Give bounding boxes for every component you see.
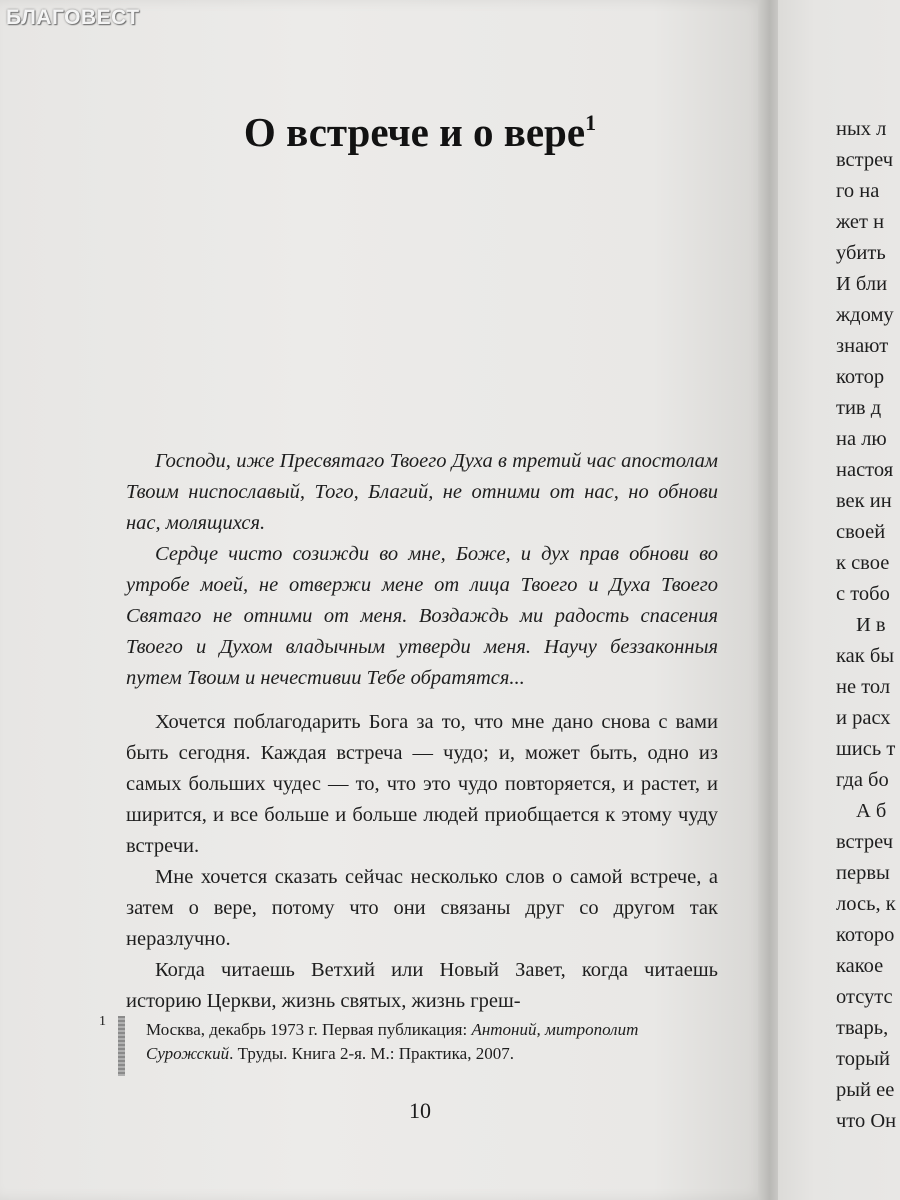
right-page-line: что Он	[836, 1110, 897, 1132]
right-page-line: убить	[836, 242, 886, 264]
body-paragraph: Когда читаешь Ветхий или Новый Завет, когда читаешь историю Церкви, жизнь святых, жизнь греш-	[126, 959, 718, 1012]
right-page-line: торый	[836, 1048, 890, 1070]
right-page-line: ждому	[836, 304, 894, 326]
footnote	[146, 1018, 718, 1066]
right-page-line: встреч	[836, 149, 894, 171]
footnote-reference: 1	[585, 110, 597, 135]
right-page-line: встреч	[836, 831, 894, 853]
right-page-line: к свое	[836, 552, 890, 574]
prayer-block	[126, 446, 718, 694]
right-page-line: и расх	[836, 707, 891, 729]
right-page-line: лось, к	[836, 893, 896, 915]
right-page-line: го на	[836, 180, 880, 202]
chapter-title-text: О встрече и о вере	[243, 109, 586, 155]
body-paragraph: Хочется поблагодарить Бога за то, что мне дано снова с вами быть сегодня. Каждая встреча — чудо; и, может быть, одно из самых больших чудес — то, что это чудо повторяется, и растет, и ширится, и все больше и больше людей приобщается к этому чуду встречи.	[126, 711, 718, 857]
right-page-line: как бы	[836, 645, 895, 667]
right-page-line: своей	[836, 521, 886, 543]
prayer-paragraph: Господи, иже Пресвятаго Твоего Духа в третий час апостолам Твоим ниспославый, Того, Благий, не отними от нас, но обнови нас, молящихся.	[126, 450, 718, 534]
right-page-line: с тобо	[836, 583, 890, 605]
right-page-line: рый ее	[836, 1079, 895, 1101]
right-page-line: отсутс	[836, 986, 893, 1008]
right-page	[778, 0, 900, 1200]
right-page-line: знают	[836, 335, 889, 357]
right-page-line: тварь,	[836, 1017, 889, 1039]
right-page-line: тив д	[836, 397, 882, 419]
right-page-line: настоя	[836, 459, 894, 481]
right-page-line: котор	[836, 366, 885, 388]
right-page-line: первы	[836, 862, 890, 884]
page-number: 10	[409, 1098, 431, 1123]
right-page-line: А б	[856, 800, 887, 822]
right-page-line: ных л	[836, 118, 887, 140]
right-page-line: жет н	[836, 211, 885, 233]
right-page-line: шись т	[836, 738, 896, 760]
right-page-line: которо	[836, 924, 895, 946]
body-paragraph: Мне хочется сказать сейчас несколько слов о самой встрече, а затем о вере, потому что они связаны друг со другом так неразлучно.	[126, 866, 718, 950]
right-page-line: не тол	[836, 676, 891, 698]
right-page-line: И в	[856, 614, 886, 636]
right-page-line: век ин	[836, 490, 892, 512]
footnote-text: Москва, декабрь 1973 г. Первая публикация:	[146, 1020, 472, 1039]
footnote-number: 1	[99, 1014, 106, 1029]
footnote-marker-bar	[118, 1016, 125, 1076]
right-page-text	[836, 114, 900, 1137]
right-page-line: какое	[836, 955, 884, 977]
right-page-line: гда бо	[836, 769, 889, 791]
footnote-author: Антоний, митрополит Сурожский	[146, 1020, 639, 1063]
watermark-logo: БЛАГОВЕСТ	[6, 6, 140, 29]
footnote-text-tail: . Труды. Книга 2-я. М.: Практика, 2007.	[229, 1044, 514, 1063]
right-page-line: И бли	[836, 273, 888, 295]
right-page-line: на лю	[836, 428, 887, 450]
prayer-paragraph: Сердце чисто созижди во мне, Боже, и дух прав обнови во утробе моей, не отвержи мене от лица Твоего и Духа Твоего Святаго не отними от меня. Воздаждь ми радость спасения Твоего и Духом владычным утверди меня. Научу беззаконныя путем Твоим и нечестивии Тебе обратятся...	[126, 543, 718, 689]
body-text	[126, 707, 718, 1017]
chapter-title	[120, 108, 720, 156]
